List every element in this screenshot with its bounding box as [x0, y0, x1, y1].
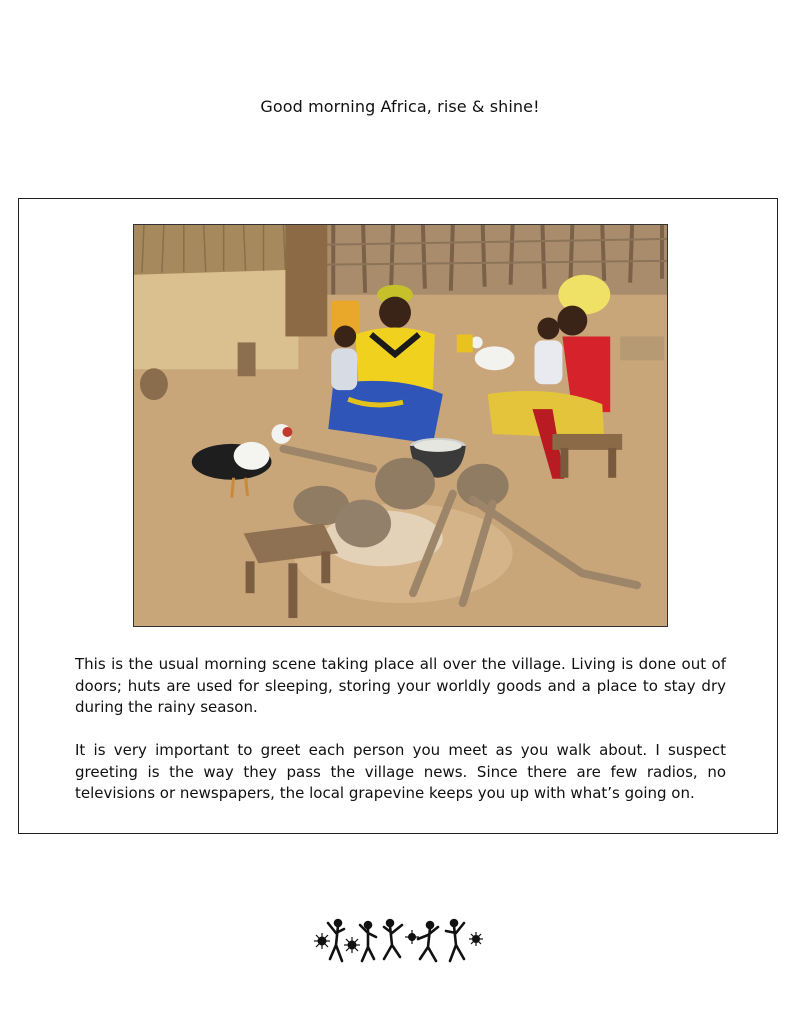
hearth-stone [335, 500, 391, 548]
wooden-mortar [238, 342, 256, 376]
dancing-figures-motif [314, 915, 486, 971]
hut-door [285, 225, 327, 336]
log-right [620, 336, 664, 360]
photo-illustration [134, 225, 667, 626]
village-morning-photo [133, 224, 668, 627]
child-left [331, 325, 357, 390]
dancer-icon [446, 920, 464, 961]
page-title: Good morning Africa, rise & shine! [260, 97, 540, 116]
paragraph-morning-scene: This is the usual morning scene taking place all over the village. Living is done out of doors; huts are used for sleeping, storing your worldly goods and a place to stay dry during the rainy season. [75, 655, 726, 716]
thatched-roof [134, 225, 308, 275]
sun-icon [314, 933, 330, 949]
dancer-icon [328, 920, 344, 961]
content-box [18, 198, 778, 834]
white-duck [475, 346, 515, 370]
child-right [534, 318, 562, 385]
sun-icon [469, 932, 483, 946]
log-stump [140, 368, 168, 400]
paragraph-greeting: It is very important to greet each person you meet as you walk about. I suspect greeting is the way they pass the village news. Since there are few radios, no televisions or newspapers, the local grapevine keeps you up with what’s going on. [75, 741, 726, 802]
hearth-stone [457, 464, 509, 508]
motif-figures [314, 920, 483, 961]
hearth-stone [375, 458, 435, 510]
yellow-bucket [457, 334, 473, 352]
stool-right [552, 434, 622, 450]
dancer-icon [360, 922, 376, 961]
sun-icon [405, 930, 419, 944]
dancer-icon [384, 920, 402, 959]
dancing-figures-illustration [314, 915, 486, 971]
sun-icon [344, 937, 360, 953]
dancer-icon [418, 922, 438, 961]
